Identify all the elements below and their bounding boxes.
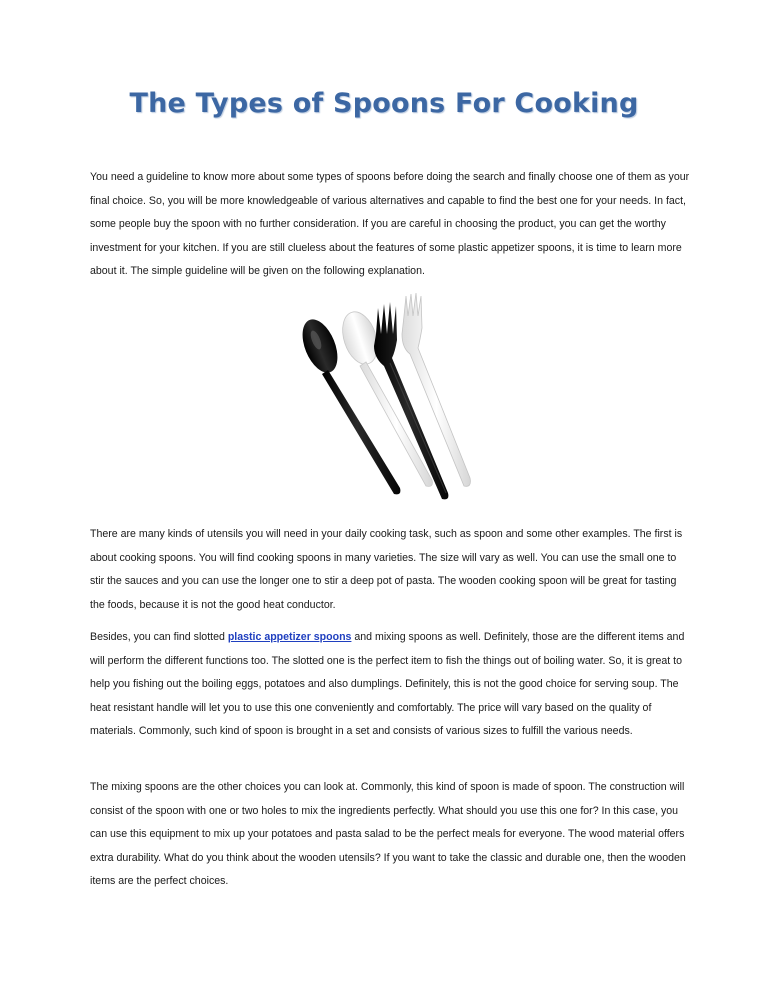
utensils-image xyxy=(300,288,480,503)
paragraph-text: Besides, you can find slotted xyxy=(90,631,228,643)
mixing-spoons-paragraph: The mixing spoons are the other choices you can look at. Commonly, this kind of spoon is made of spoon. The construction will consist of the spoon with one or two holes to mix the ingredients perfectly. What should you use this one for? In this case, you can use this equipment to mix up your potatoes and pasta salad to be the perfect meals for everyone. The wood material offers extra durability. What do you think about the wooden utensils? If you want to take the classic and durable one, then the wooden items are the perfect choices. xyxy=(90,781,686,887)
page-title: The Types of Spoons For Cooking xyxy=(129,88,639,119)
plastic-appetizer-spoons-link[interactable]: plastic appetizer spoons xyxy=(227,631,352,643)
intro-paragraph: You need a guideline to know more about some types of spoons before doing the search and finally choose one of them as your final choice. So, you will be more knowledgeable of various alternatives and capable to find the best one for your needs. In fact, some people buy the spoon with no further consideration. If you are careful in choosing the product, you can get the worthy investment for your kitchen. If you are still clueless about the features of some plastic appetizer spoons, it is time to learn more about it. The simple guideline will be given on the following explanation. xyxy=(90,171,690,277)
slotted-spoons-paragraph xyxy=(90,626,690,744)
utensils-paragraph: There are many kinds of utensils you will need in your daily cooking task, such as spoon and some other examples. The first is about cooking spoons. You will find cooking spoons in many varieties. The size will vary as well. You can use the small one to stir the sauces and you can use the longer one to stir a deep pot of pasta. The wooden cooking spoon will be great for tasting the foods, because it is not the good heat conductor. xyxy=(90,528,683,611)
paragraph-text: and mixing spoons as well. Definitely, those are the different items and will perform the different functions too. The slotted one is the perfect item to fish the things out of boiling water. So, it is great to help you fishing out the boiling eggs, potatoes and also dumplings. Definitely, this is not the good choice for serving soup. The heat resistant handle will let you to use this one conveniently and comfortably. The price will vary based on the quality of materials. Commonly, such kind of spoon is brought in a set and consists of various sizes to fulfill the various needs. xyxy=(90,631,685,737)
